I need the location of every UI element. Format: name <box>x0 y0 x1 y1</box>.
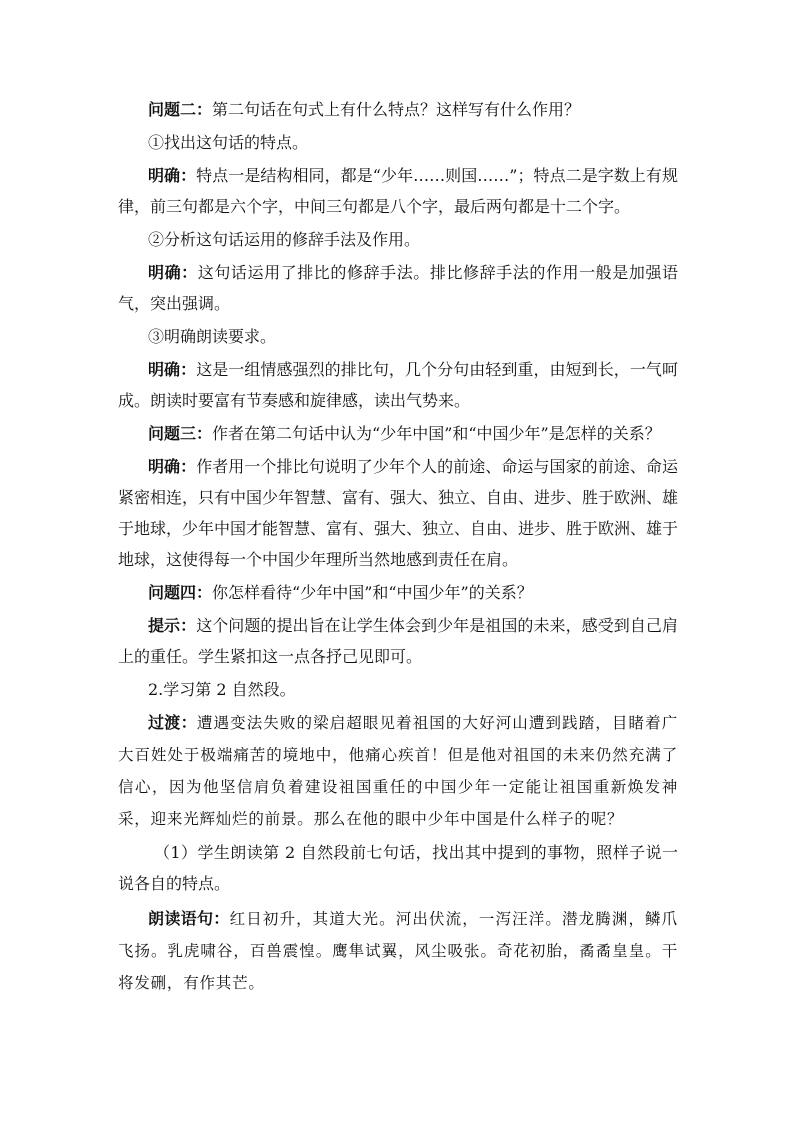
answer-text: 这是一组情感强烈的排比句，几个分句由轻到重，由短到长，一气呵成。朗读时要富有节奏感和旋律感，读出气势来。 <box>118 360 678 410</box>
section-heading: 2.学习第 2 自然段。 <box>148 680 296 699</box>
answer-text: 作者用一个排比句说明了少年个人的前途、命运与国家的前途、命运紧密相连，只有中国少年智慧、富有、强大、独立、自由、进步、胜于欧洲、雄于地球，少年中国才能智慧、富有、强大、独立、自由、进步、胜于欧洲、雄于地球，这使得每一个中国少年理所当然地感到责任在肩。 <box>118 457 679 569</box>
answer-text: 特点一是结构相同，都是“少年……则国……”；特点二是字数上有规律，前三句都是六个字，中间三句都是八个字，最后两句都是十二个字。 <box>118 166 678 216</box>
tip-text: 这个问题的提出旨在让学生体会到少年是祖国的未来，感受到自己肩上的重任。学生紧扣这一点各抒己见即可。 <box>118 616 678 666</box>
answer-label: 明确： <box>148 360 197 379</box>
tip-label: 提示： <box>148 616 197 635</box>
tip-paragraph <box>118 610 678 672</box>
step-reading-requirement: ③明确朗读要求。 <box>148 327 277 346</box>
question-label: 问题四： <box>148 583 213 602</box>
answer-text: 这句话运用了排比的修辞手法。排比修辞手法的作用一般是加强语气，突出强调。 <box>118 263 678 313</box>
step-analyze-rhetoric: ②分析这句话运用的修辞手法及作用。 <box>148 230 421 249</box>
transition-text: 遭遇变法失败的梁启超眼见着祖国的大好河山遭到践踏，目睹着广大百姓处于极端痛苦的境地中，他痛心疾首！但是他对祖国的未来仍然充满了信心，因为他坚信肩负着建设祖国重任的中国少年一定能让祖国重新焕发神采，迎来光辉灿烂的前景。那么在他的眼中少年中国是什么样子的呢？ <box>118 714 678 828</box>
question-text: 作者在第二句话中认为“少年中国”和“中国少年”是怎样的关系？ <box>212 424 661 443</box>
question-four <box>118 577 678 608</box>
reading-text: 红日初升，其道大光。河出伏流，一泻汪洋。潜龙腾渊，鳞爪飞扬。乳虎啸谷，百兽震惶。鹰隼试翼，风尘吸张。奇花初胎，矞矞皇皇。干将发硎，有作其芒。 <box>118 910 678 992</box>
question-two <box>118 94 678 125</box>
answer-reading <box>118 354 678 416</box>
step-find-features: ①找出这句话的特点。 <box>148 133 309 152</box>
question-label: 问题三： <box>148 424 213 443</box>
document-body <box>118 94 678 999</box>
answer-label: 明确： <box>148 166 197 185</box>
question-text: 第二句话在句式上有什么特点？这样写有什么作用？ <box>212 100 581 119</box>
task-paragraph: （1）学生朗读第 2 自然段前七句话，找出其中提到的事物，照样子说一说各自的特点。 <box>118 843 678 893</box>
reading-label: 朗读语句： <box>148 909 230 928</box>
transition-paragraph <box>118 707 678 835</box>
question-label: 问题二： <box>148 100 213 119</box>
answer-relationship <box>118 451 678 575</box>
answer-label: 明确： <box>148 457 197 476</box>
question-three <box>118 418 678 449</box>
answer-rhetoric <box>118 257 678 319</box>
reading-sentences <box>118 903 678 999</box>
question-text: 你怎样看待“少年中国”和“中国少年”的关系？ <box>212 583 533 602</box>
answer-features <box>118 160 678 222</box>
answer-label: 明确： <box>148 263 198 282</box>
transition-label: 过渡： <box>148 713 197 732</box>
